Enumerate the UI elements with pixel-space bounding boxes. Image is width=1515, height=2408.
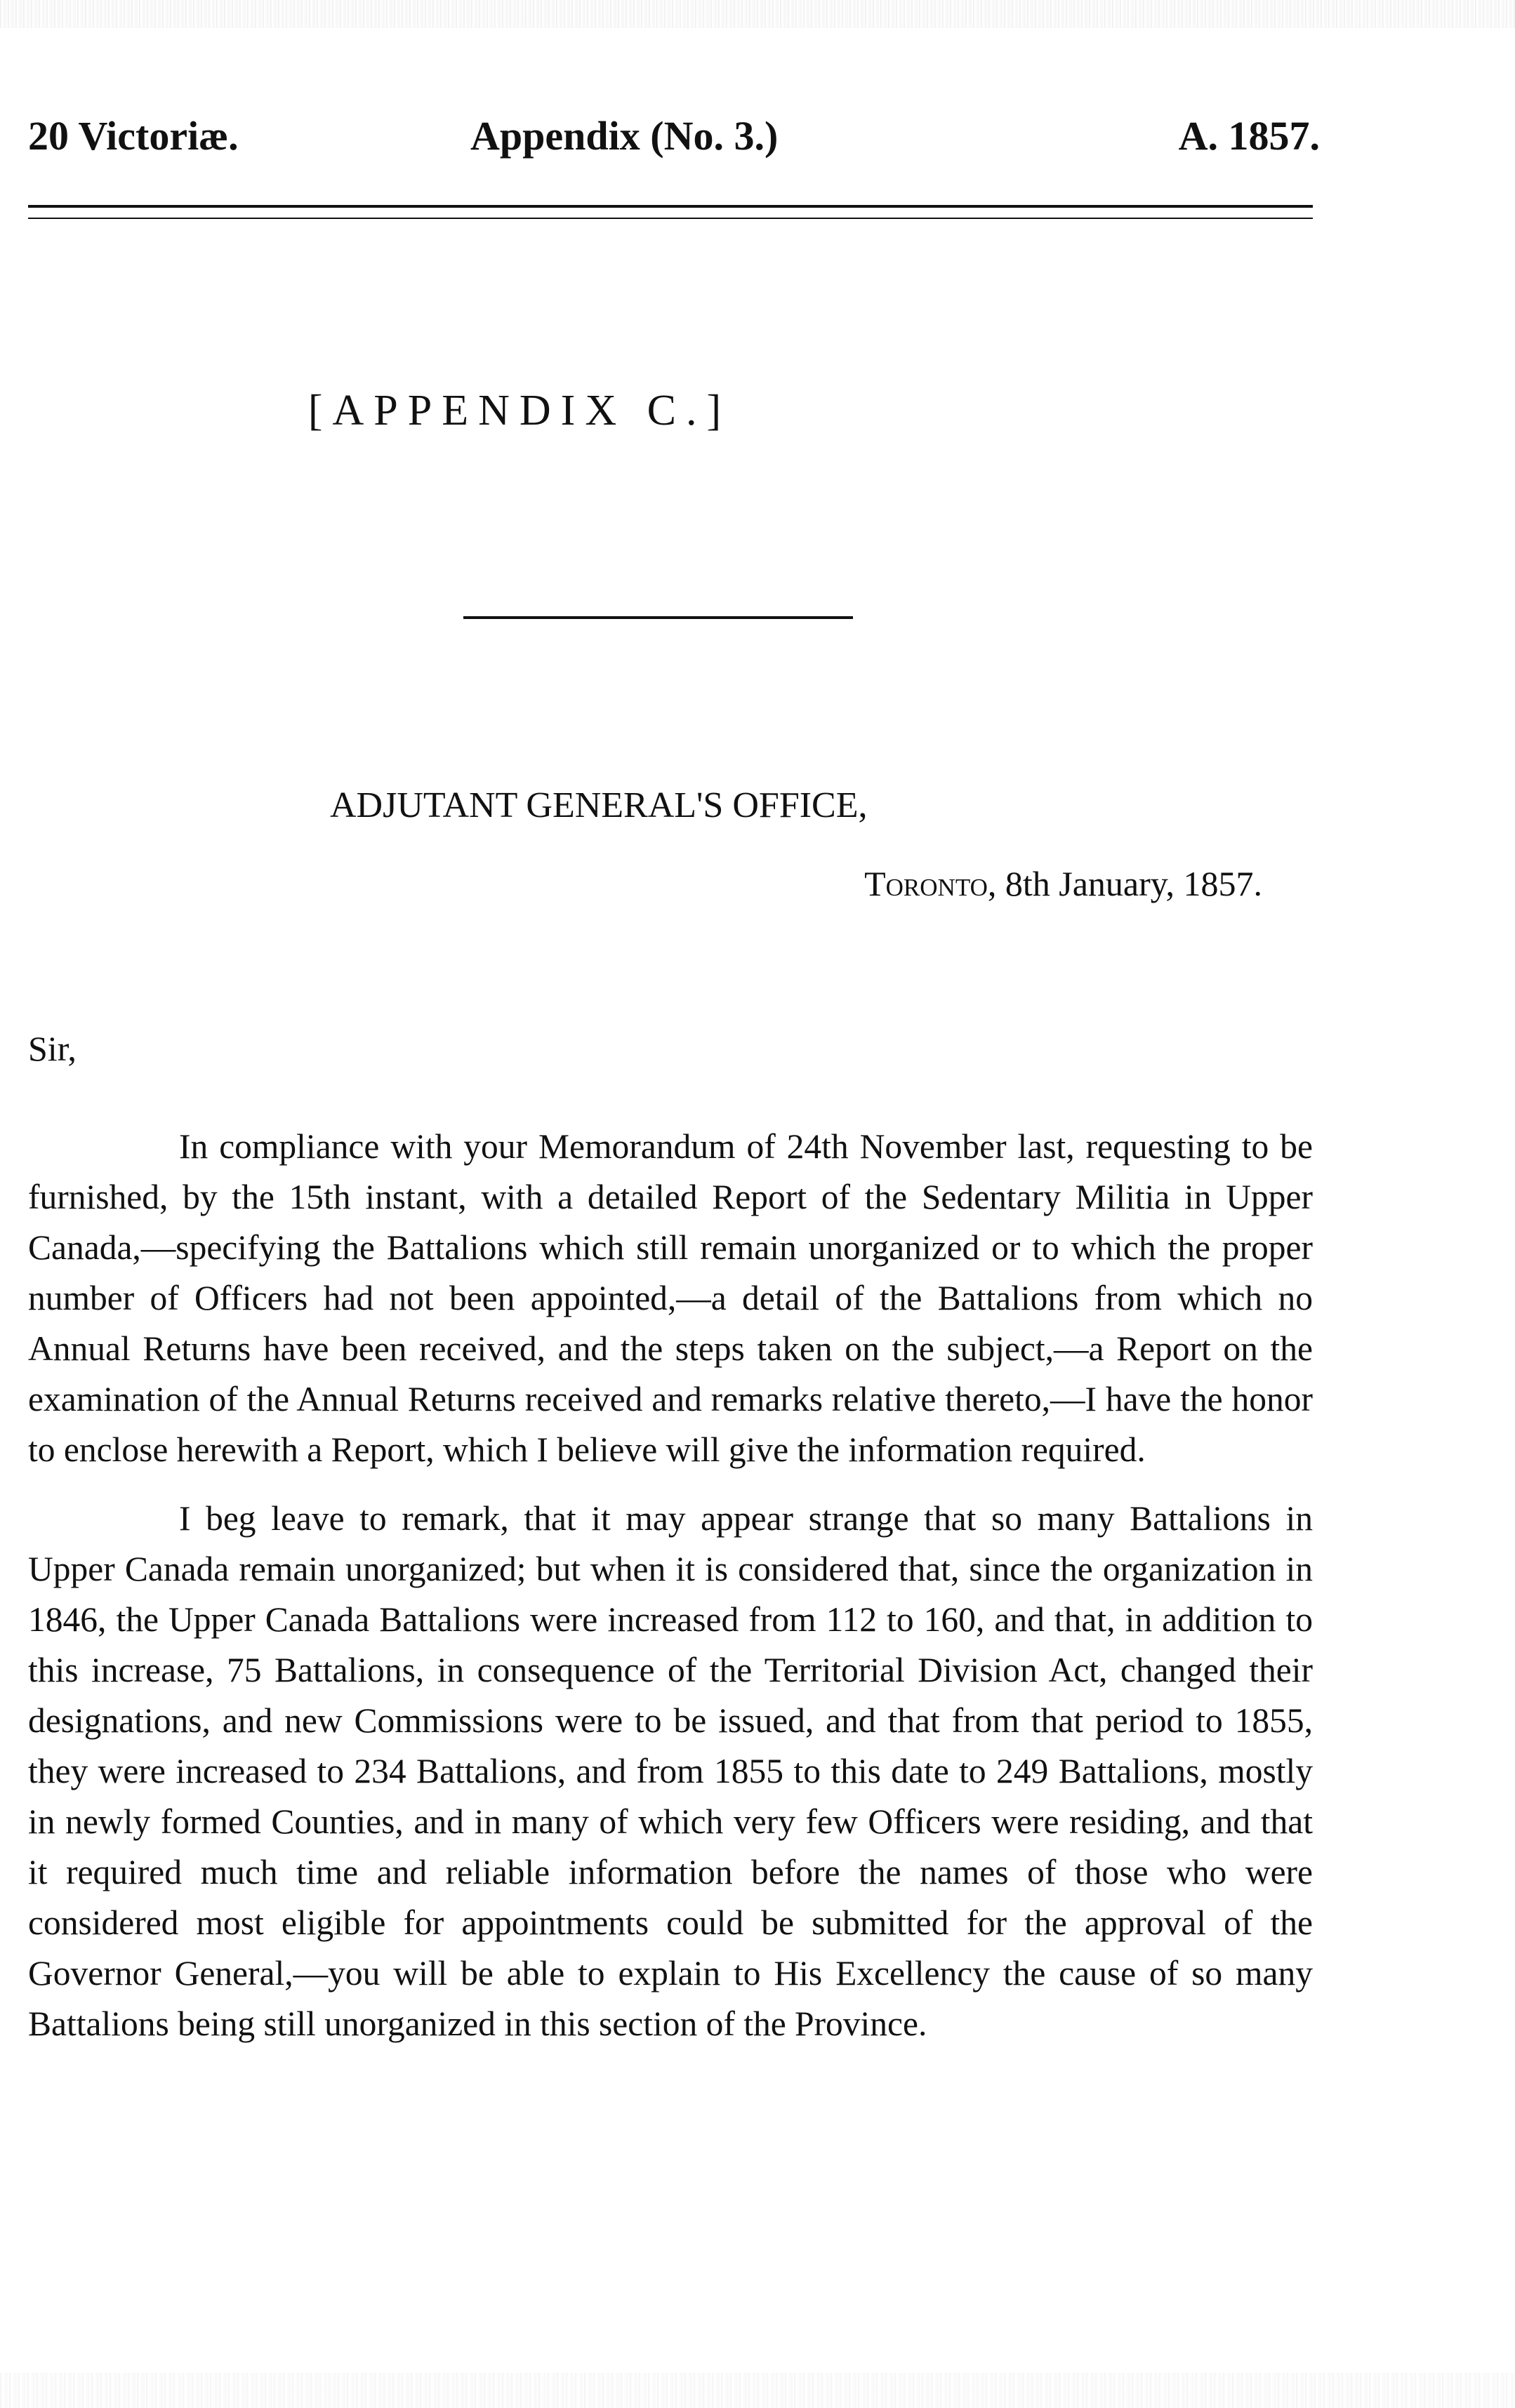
title-divider <box>463 616 853 619</box>
header-double-rule <box>28 205 1313 219</box>
header-year: A. 1857. <box>1178 113 1320 159</box>
letter-body <box>28 1122 1313 2068</box>
appendix-title: [APPENDIX C.] <box>307 387 732 434</box>
date: 8th January, 1857. <box>1005 864 1262 903</box>
paragraph-2: I beg leave to remark, that it may appear strange that so many Battalions in Upper Canada remain unorganized; but when it is considered that, since the organization in 1846, the Upper Canada Battalions were increased from 112 to 160, and that, in addition to this increase, 75 Battalions, in consequence of the Territorial Division Act, changed their designations, and new Commissions were to be issued, and that from that period to 1855, they were increased to 234 Battalions, and from 1855 to this date to 249 Battalions, mostly in newly formed Counties, and in many of which very few Officers were residing, and that it required much time and reliable information before the names of those who were considered most eligible for appointments could be submitted for the approval of the Governor General,—you will be able to explain to His Excellency the cause of so many Battalions being still unorganized in this section of the Province. <box>28 1499 1313 2043</box>
scan-noise-bottom <box>0 2373 1515 2408</box>
header-session: 20 Victoriæ. <box>28 113 239 159</box>
paragraph-1: In compliance with your Memorandum of 24th November last, requesting to be furnished, by the 15th instant, with a detailed Report of the Sedentary Militia in Upper Canada,—specifying the Battalions which still remain unorganized or to which the proper number of Officers had not been appointed,—a detail of the Battalions from which no Annual Returns have been received, and the steps taken on the subject,—a Report on the examination of the Annual Returns received and remarks relative thereto,—I have the honor to enclose herewith a Report, which I believe will give the information required. <box>28 1127 1313 1469</box>
place-date-line <box>864 863 1262 904</box>
header-appendix: Appendix (No. 3.) <box>470 113 779 159</box>
running-header <box>28 105 1320 168</box>
scan-noise-top <box>0 0 1515 28</box>
place: Toronto, <box>864 864 997 903</box>
office-heading: ADJUTANT GENERAL'S OFFICE, <box>330 785 868 825</box>
salutation: Sir, <box>28 1029 77 1068</box>
